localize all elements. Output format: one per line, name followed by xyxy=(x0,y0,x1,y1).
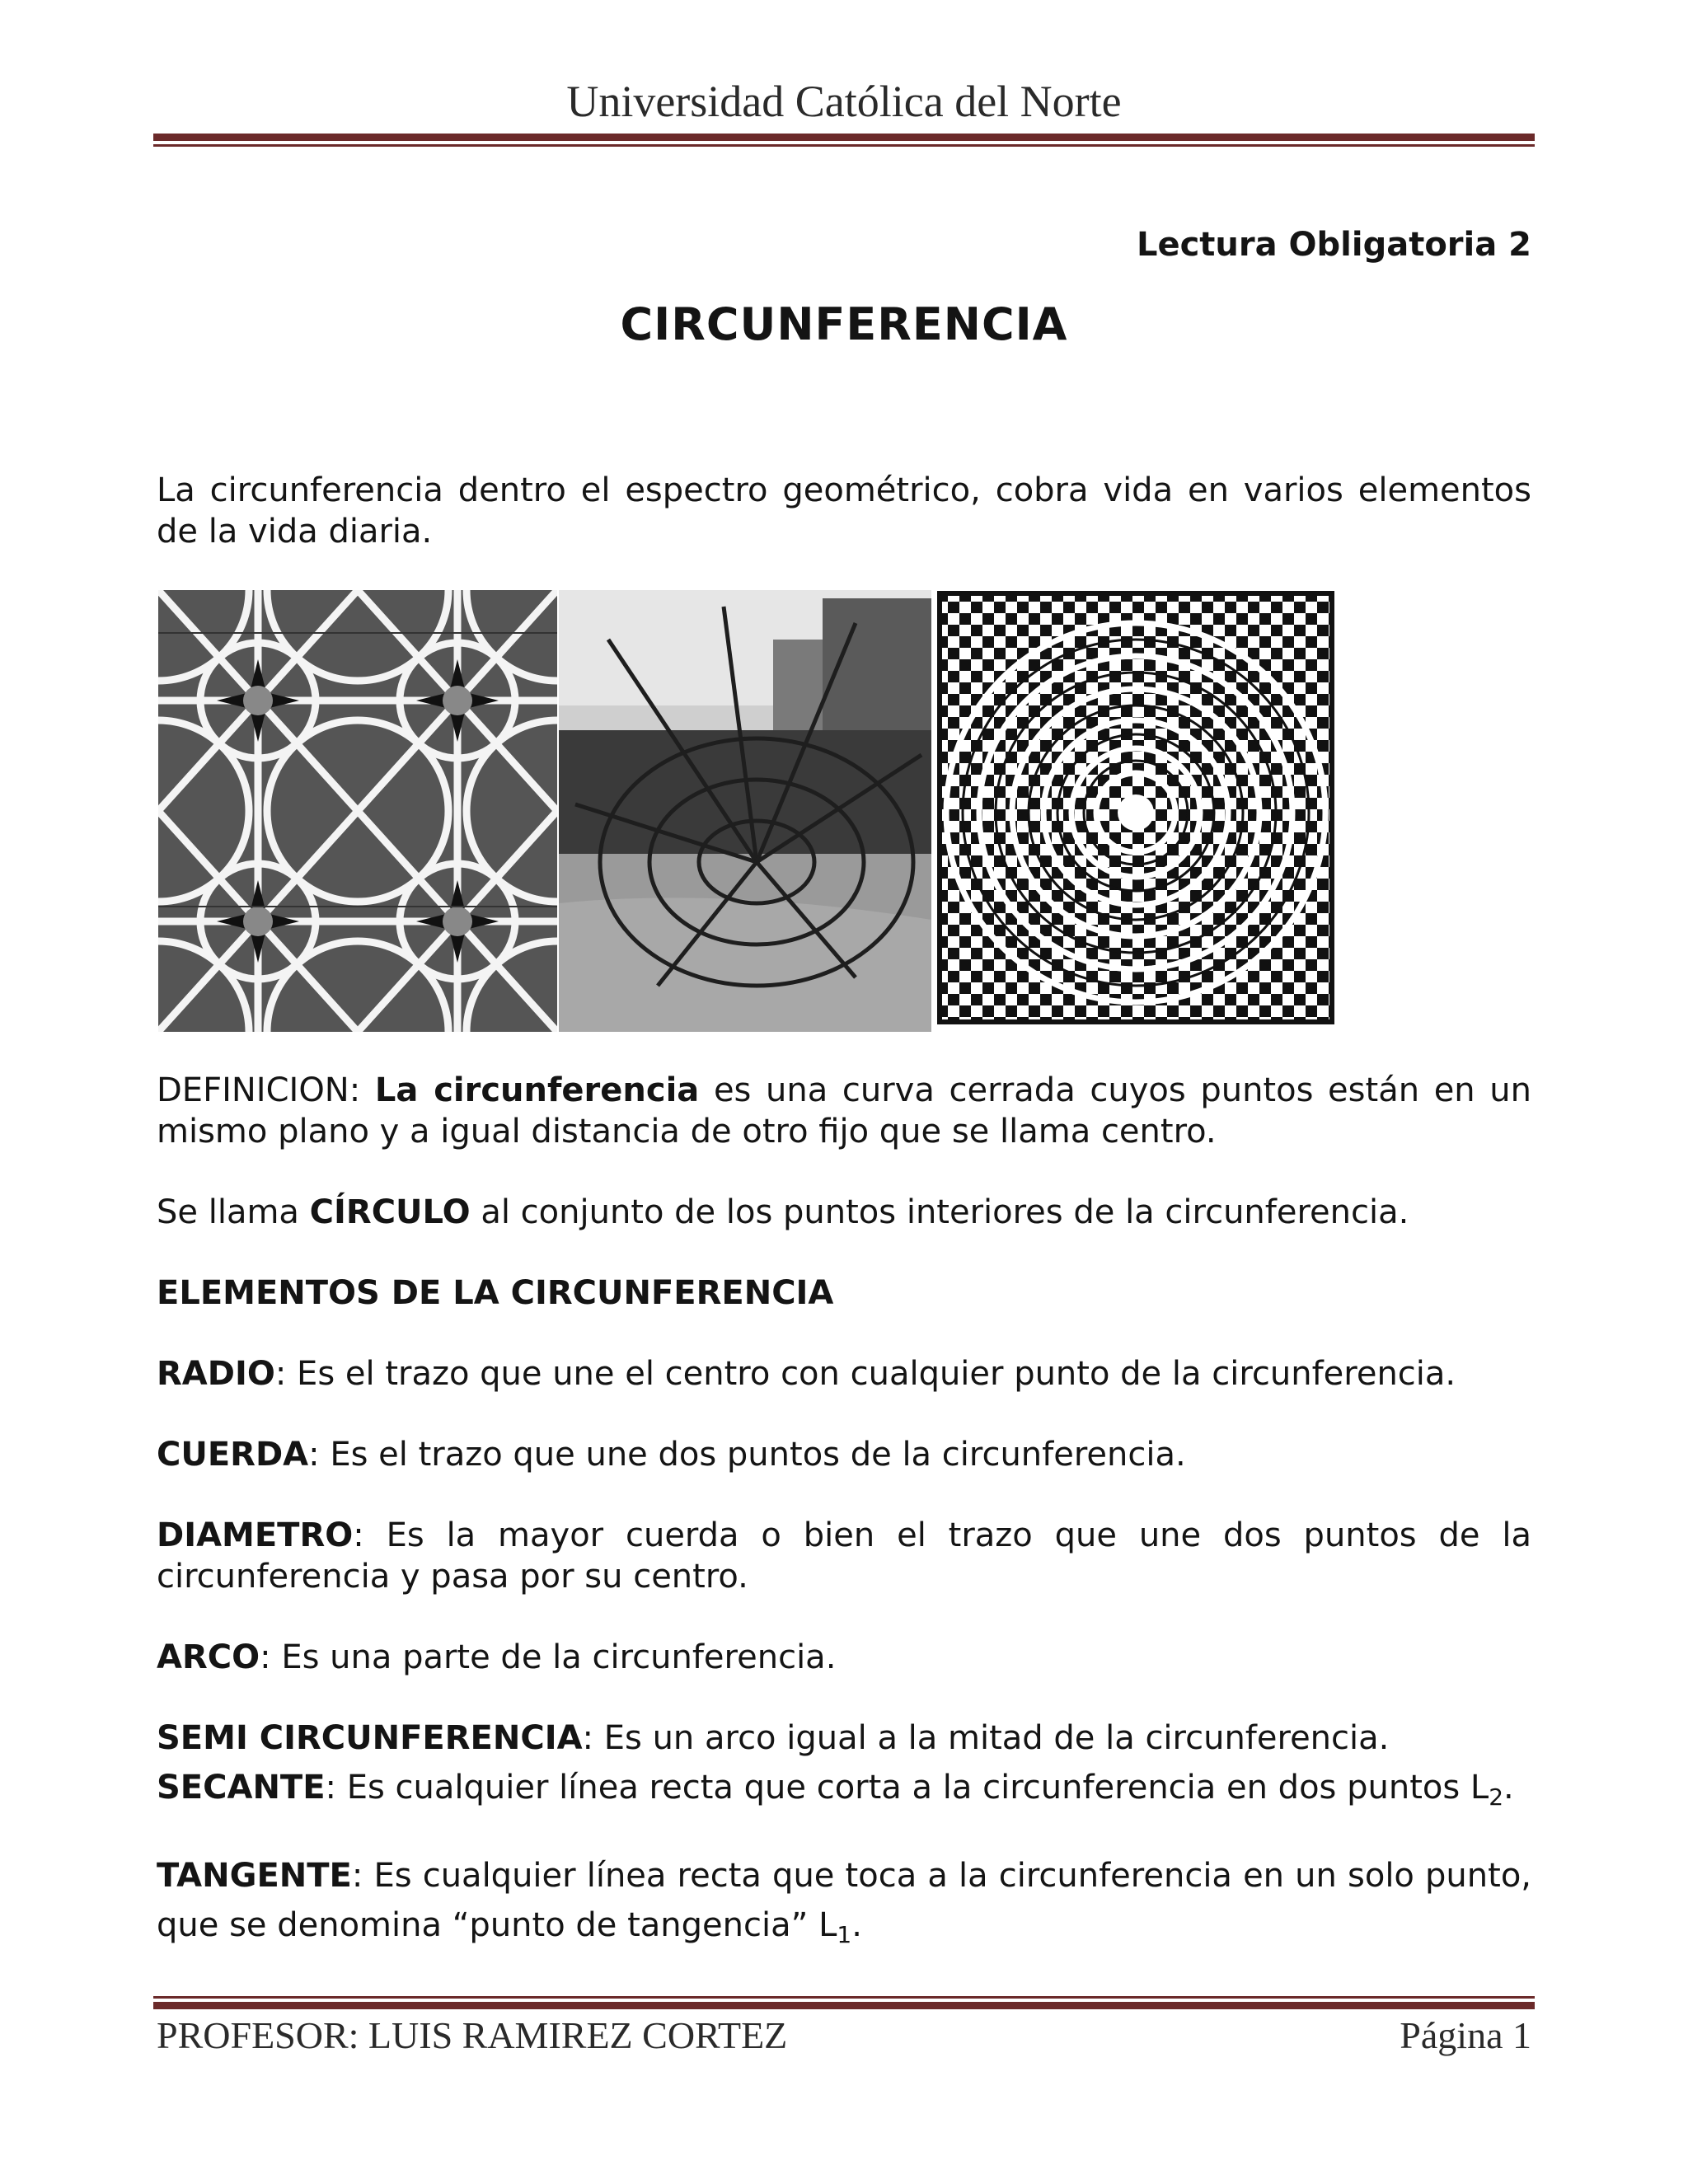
secante-paragraph xyxy=(157,1767,1531,1811)
secante-text: : Es cualquier línea recta que corta a la circunferencia en dos puntos L xyxy=(325,1769,1489,1807)
tangente-text: : Es cualquier línea recta que toca a la circunferencia en un solo punto, que se denomina “punto de tangencia” L xyxy=(157,1857,1531,1944)
tangente-term: TANGENTE xyxy=(157,1857,352,1895)
tangente-paragraph xyxy=(157,1851,1531,1950)
arco-term: ARCO xyxy=(157,1638,260,1676)
secante-end: . xyxy=(1503,1769,1514,1807)
spider-web-sculpture-image xyxy=(559,590,931,1032)
cuerda-paragraph xyxy=(157,1434,1531,1475)
diametro-text: : Es la mayor cuerda o bien el trazo que une dos puntos de la circunferencia y pasa por su centro. xyxy=(157,1516,1531,1596)
radio-paragraph xyxy=(157,1353,1531,1394)
definition-term: La circunferencia xyxy=(374,1071,700,1109)
circulo-paragraph xyxy=(157,1192,1531,1233)
radio-text: : Es el trazo que une el centro con cualquier punto de la circunferencia. xyxy=(274,1355,1456,1393)
header-institution: Universidad Católica del Norte xyxy=(566,77,1122,126)
tangente-subscript: 1 xyxy=(837,1921,852,1948)
figures-row xyxy=(158,590,1335,1032)
circulo-post: al conjunto de los puntos interiores de la circunferencia. xyxy=(470,1193,1409,1231)
definition-label: DEFINICION: xyxy=(157,1071,375,1109)
circulo-term: CÍRCULO xyxy=(309,1193,471,1231)
page-title: CIRCUNFERENCIA xyxy=(620,298,1068,350)
elements-heading xyxy=(157,1272,1531,1314)
concentric-circles-illusion-image xyxy=(936,590,1335,1032)
secante-term: SECANTE xyxy=(157,1769,326,1807)
secante-subscript: 2 xyxy=(1489,1783,1504,1811)
intro-paragraph: La circunferencia dentro el espectro geométrico, cobra vida en varios elementos de la vida diaria. xyxy=(157,471,1531,551)
semi-text: : Es un arco igual a la mitad de la circunferencia. xyxy=(582,1719,1390,1757)
semi-paragraph xyxy=(157,1718,1531,1759)
footer-rule xyxy=(153,1996,1535,2009)
mosaic-tiles-image xyxy=(158,590,557,1032)
header-rule xyxy=(153,134,1535,147)
definition-text: es una curva cerrada cuyos puntos están en un mismo plano y a igual distancia de otro fijo que se llama centro. xyxy=(157,1071,1532,1151)
arco-text: : Es una parte de la circunferencia. xyxy=(260,1638,837,1676)
definition-paragraph xyxy=(157,1070,1531,1152)
arco-paragraph xyxy=(157,1637,1531,1678)
semi-term: SEMI CIRCUNFERENCIA xyxy=(157,1719,583,1757)
cuerda-term: CUERDA xyxy=(157,1436,309,1474)
tangente-end: . xyxy=(851,1906,862,1944)
circulo-pre: Se llama xyxy=(157,1193,310,1231)
radio-term: RADIO xyxy=(157,1355,275,1393)
cuerda-text: : Es el trazo que une dos puntos de la circunferencia. xyxy=(308,1436,1186,1474)
lectura-label: Lectura Obligatoria 2 xyxy=(1136,226,1531,264)
diametro-paragraph xyxy=(157,1515,1531,1597)
footer-page-number: Página 1 xyxy=(1400,2014,1531,2056)
diametro-term: DIAMETRO xyxy=(157,1516,354,1554)
elements-heading-text: ELEMENTOS DE LA CIRCUNFERENCIA xyxy=(157,1274,834,1312)
footer-professor: PROFESOR: LUIS RAMIREZ CORTEZ xyxy=(157,2014,788,2056)
